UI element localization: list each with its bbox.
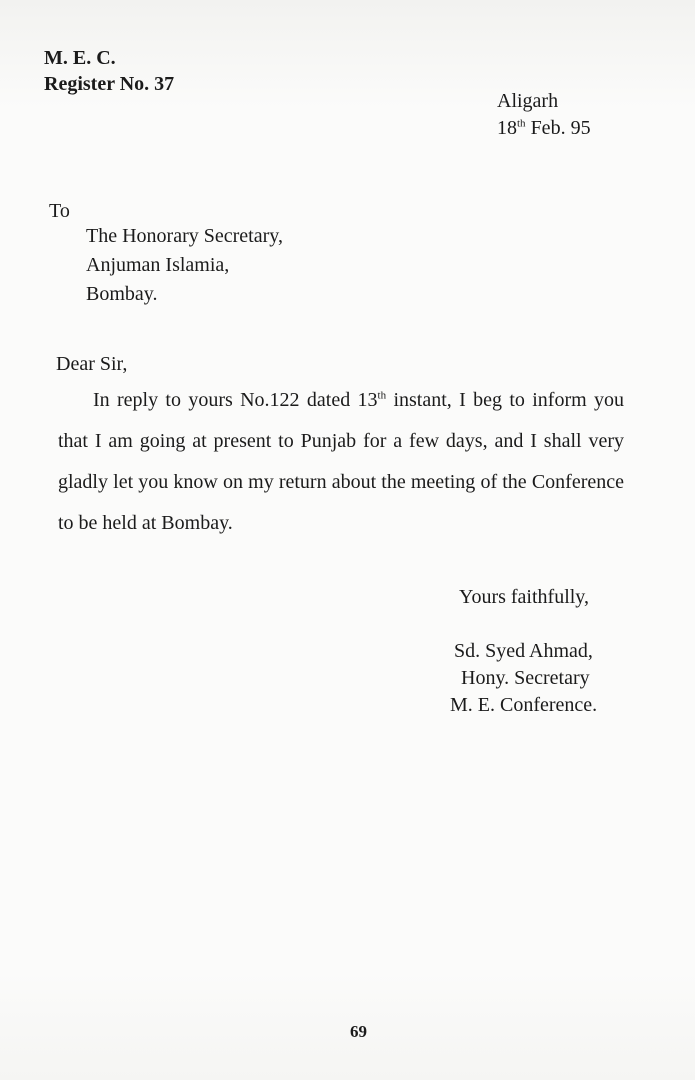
to-label: To xyxy=(49,200,70,222)
body-text-part2: instant, I beg to inform you that I am going at present to Punjab for a few days, and I shall very gladly let you know on my return about the meeting of the Conference to be held at Bombay. xyxy=(58,389,624,534)
letter-place: Aligarh xyxy=(497,90,559,112)
org-code: M. E. C. xyxy=(44,47,116,69)
salutation: Dear Sir, xyxy=(56,353,128,375)
date-month-year: Feb. 95 xyxy=(530,117,591,139)
signature-line: Hony. Secretary xyxy=(461,667,590,689)
signature-line: Sd. Syed Ahmad, xyxy=(454,640,593,662)
date-day: 18 xyxy=(497,117,517,139)
recipient-line: The Honorary Secretary, xyxy=(86,225,283,247)
date-day-suffix: th xyxy=(517,117,526,130)
closing: Yours faithfully, xyxy=(459,586,590,608)
register-number: Register No. 37 xyxy=(44,73,175,95)
recipient-line: Bombay. xyxy=(86,283,158,305)
page-number: 69 xyxy=(350,1022,367,1041)
body-superscript: th xyxy=(377,389,387,402)
signature-line: M. E. Conference. xyxy=(450,694,598,716)
body-text-part1: In reply to yours No.122 dated 13 xyxy=(93,389,378,411)
recipient-line: Anjuman Islamia, xyxy=(86,254,230,276)
letter-body xyxy=(58,380,624,544)
letter-date xyxy=(497,117,591,140)
